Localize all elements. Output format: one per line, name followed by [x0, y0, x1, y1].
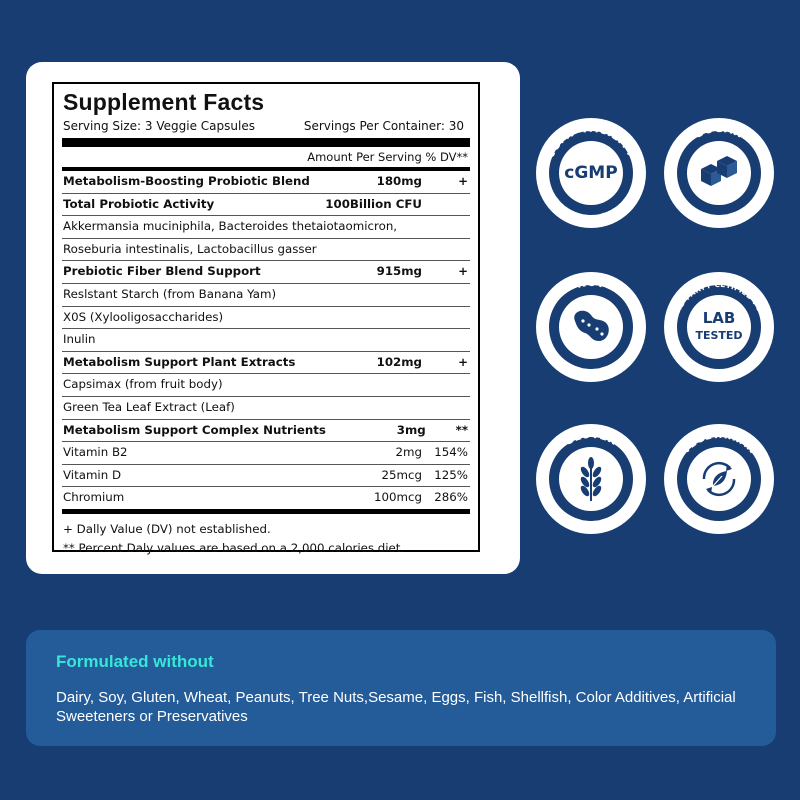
nutrient-name: Prebiotic Fiber Blend Support	[63, 264, 261, 279]
nutrient-amount: 100mcg	[374, 490, 422, 505]
facts-row	[62, 261, 470, 284]
nutrient-dv: +	[458, 264, 468, 279]
nutrient-name: Chromium	[63, 490, 125, 505]
facts-row	[62, 352, 470, 375]
nutrient-name: Vitamin B2	[63, 445, 128, 460]
nutrient-name: Roseburia intestinalis, Lactobacillus gasser	[63, 241, 317, 256]
nutrient-name: X0S (Xylooligosaccharides)	[63, 309, 224, 324]
facts-row	[62, 171, 470, 194]
facts-row	[62, 420, 470, 443]
nutrient-name: Reslstant Starch (from Banana Yam)	[63, 286, 277, 301]
nutrient-dv: **	[455, 422, 468, 437]
facts-row	[62, 239, 470, 262]
nutrient-amount: 3mg	[396, 422, 426, 437]
facts-row	[62, 397, 470, 420]
facts-row	[62, 465, 470, 488]
footnote-percent: ** Percent Daly values are based on a 2,000 calories diet.	[63, 540, 405, 555]
vegetarian-badge	[664, 424, 774, 534]
facts-row	[62, 307, 470, 330]
facts-title: Supplement Facts	[63, 89, 265, 115]
nutrient-dv: +	[458, 174, 468, 188]
nutrient-name: Inulin	[63, 332, 96, 347]
nut-top-text: NUT	[575, 275, 607, 291]
facts-row	[62, 329, 470, 352]
nutrient-amount: 915mg	[376, 264, 422, 279]
facts-row	[62, 374, 470, 397]
nutrient-amount: 100Billion CFU	[325, 196, 422, 211]
serving-size: Serving Size: 3 Veggie Capsules	[63, 119, 255, 133]
footnote-dv: + Dally Value (DV) not established.	[63, 521, 271, 536]
nutrient-name: Total Probiotic Activity	[63, 196, 215, 211]
nut-bottom-text: FREE	[571, 363, 611, 381]
servings-per-container: Servings Per Container: 30	[303, 119, 464, 133]
facts-rows	[62, 171, 470, 509]
nutrient-dv: 125%	[434, 467, 468, 482]
tested-text: TESTED	[695, 329, 743, 342]
divider-thick	[62, 138, 470, 147]
panel-title: Formulated without	[56, 652, 214, 671]
amount-header: Amount Per Serving % DV**	[307, 150, 468, 164]
facts-row	[62, 284, 470, 307]
nutrient-name: Akkermansia muciniphila, Bacteroides thetaiotaomicron,	[63, 219, 398, 234]
cgmp-center-text: cGMP	[564, 162, 618, 183]
nutrient-dv: +	[458, 354, 468, 369]
facts-row	[62, 442, 470, 465]
formulated-without-panel	[26, 630, 776, 746]
nutrient-amount: 2mg	[395, 445, 422, 460]
nutrient-amount: 180mg	[376, 174, 422, 188]
facts-row	[62, 487, 470, 509]
nutrient-name: Capsimax (from fruit body)	[63, 377, 223, 392]
serving-info	[62, 118, 470, 134]
lab-text: LAB	[702, 309, 736, 327]
gluten-free-badge	[536, 424, 646, 534]
panel-text: Dairy, Soy, Gluten, Wheat, Peanuts, Tree Nuts,Sesame, Eggs, Fish, Shellfish, Color Additives, Artificial Sweeteners or Preservatives	[56, 689, 736, 725]
sugar-bottom-text: FREE	[699, 209, 739, 227]
nutrient-dv: 154%	[434, 445, 468, 460]
nutrient-dv: 286%	[434, 490, 468, 505]
cgmp-top-text: cGMP FACILITY	[543, 121, 639, 160]
nut-free-badge	[536, 272, 646, 382]
nutrient-name: Green Tea Leaf Extract (Leaf)	[63, 399, 235, 414]
nutrient-name: Metabolism Support Plant Extracts	[63, 354, 296, 369]
nutrient-amount: 25mcg	[381, 467, 422, 482]
supplement-facts-panel	[52, 82, 480, 555]
nutrient-name: Metabolism Support Complex Nutrients	[63, 422, 326, 437]
cgmp-badge	[536, 118, 646, 228]
nutrient-name: Vitamin D	[63, 467, 122, 482]
cgmp-bottom-text: cGMP FACILITY	[541, 187, 641, 227]
gluten-top-text: GLUTEN	[561, 427, 621, 449]
lab-top-text: 3RD PARTY CETIFIED FOR	[670, 279, 768, 320]
facts-row	[62, 194, 470, 217]
gluten-bottom-text: FREE	[571, 515, 611, 533]
lab-tested-badge	[664, 272, 774, 382]
nutrient-amount: 102mg	[376, 354, 422, 369]
lab-bottom-text: PURITY & POTENCY	[674, 351, 764, 381]
vegetarian-top-text: VEGETARIAN	[680, 429, 758, 457]
sugar-free-badge	[664, 118, 774, 228]
facts-row	[62, 216, 470, 239]
nutrient-name: Metabolism-Boosting Probiotic Blend	[63, 174, 310, 188]
sugar-top-text: SUGAR	[692, 121, 745, 141]
